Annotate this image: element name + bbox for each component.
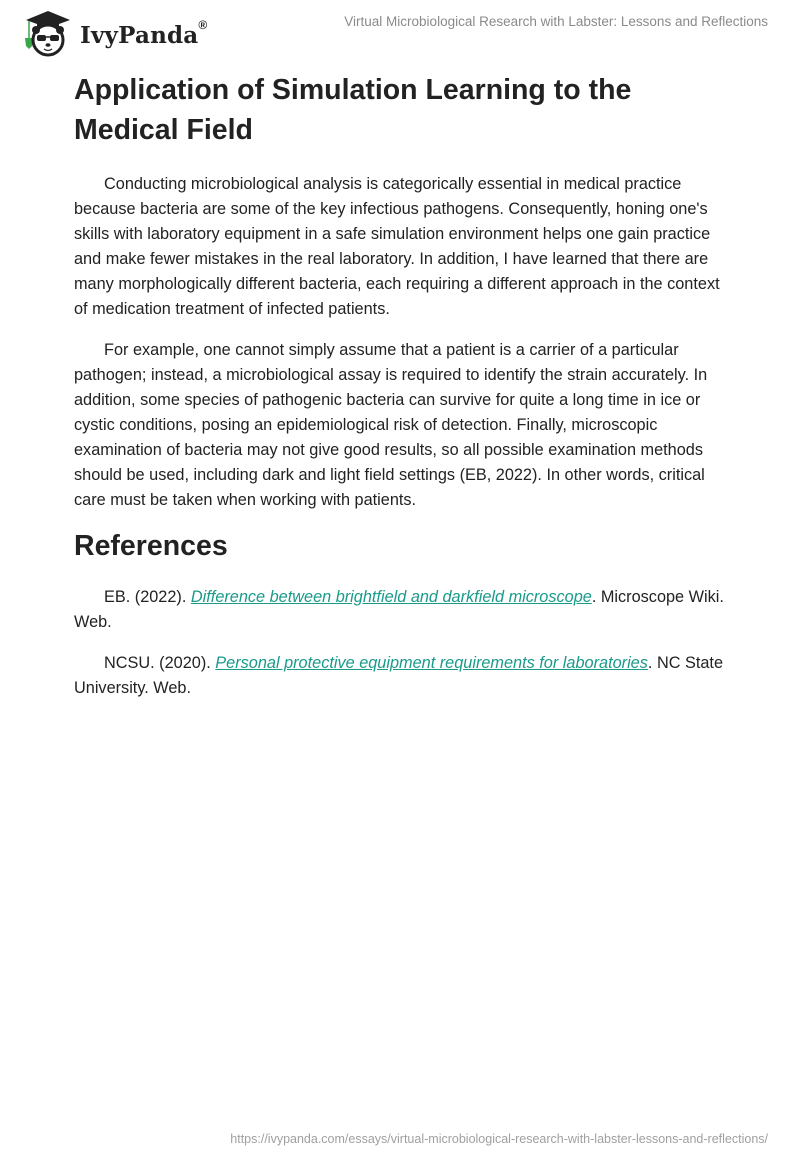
ivypanda-logo[interactable] xyxy=(20,8,207,58)
panda-graduate-icon xyxy=(20,8,74,58)
essay-content xyxy=(74,70,734,717)
logo-wordmark: IvyPanda® xyxy=(80,17,208,49)
running-title: Virtual Microbiological Research with Labster: Lessons and Reflections xyxy=(344,14,768,29)
body-paragraph: For example, one cannot simply assume that a patient is a carrier of a particular pathogen; instead, a microbiological assay is required to identify the strain accurately. In addition, some species of pathogenic bacteria can survive for quite a long time in ice or cystic conditions, posing an epidemiological risk of detection. Finally, microscopic examination of bacteria may not give good results, so all possible examination methods should be used, including dark and light field settings (EB, 2022). In other words, critical care must be taken when working with patients. xyxy=(74,341,708,509)
references-heading: References xyxy=(74,530,228,562)
reference-link[interactable]: Difference between brightfield and darkfield microscope xyxy=(190,588,592,606)
page-header xyxy=(0,0,800,64)
reference-item: NCSU. (2020). Personal protective equipment requirements for laboratories. NC State University. Web. xyxy=(74,654,723,697)
reference-link[interactable]: Personal protective equipment requirements for laboratories xyxy=(215,654,648,672)
reference-item: EB. (2022). Difference between brightfield and darkfield microscope. Microscope Wiki. Web. xyxy=(74,588,724,631)
footer-url: https://ivypanda.com/essays/virtual-microbiological-research-with-labster-lessons-and-reflections/ xyxy=(230,1132,768,1146)
body-paragraph: Conducting microbiological analysis is categorically essential in medical practice because bacteria are some of the key infectious pathogens. Consequently, honing one's skills with laboratory equipment in a safe simulation environment helps one gain practice and make fewer mistakes in the real laboratory. In addition, I have learned that there are many morphologically different bacteria, each requiring a different approach in the context of medication treatment of infected patients. xyxy=(74,175,720,318)
section-title: Application of Simulation Learning to the Medical Field xyxy=(74,74,632,146)
